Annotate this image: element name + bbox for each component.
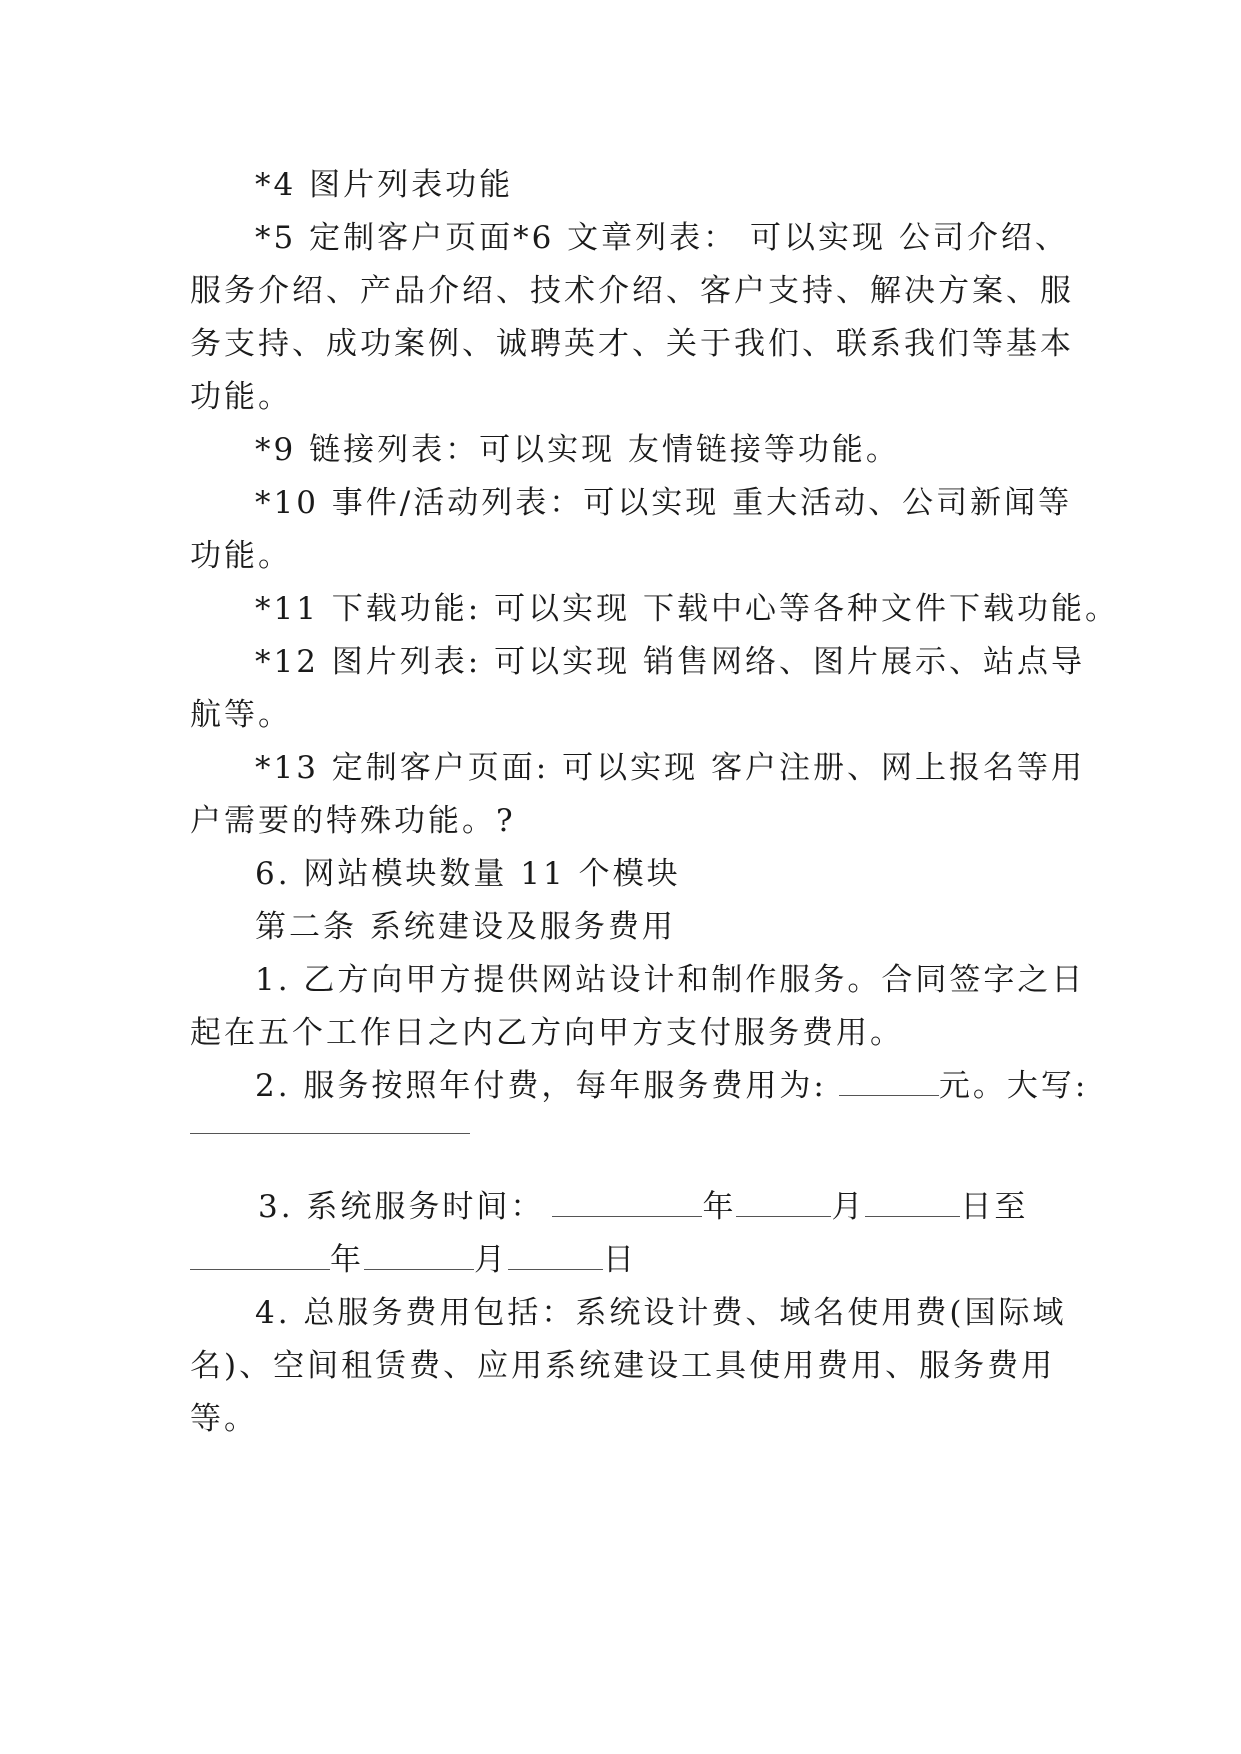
paragraph-line: 户需要的特殊功能。? [190,803,516,839]
month-label: 月 [474,1242,508,1278]
service-time-label: 3. 系统服务时间： [258,1189,545,1225]
paragraph-line: 功能。 [190,379,292,415]
paragraph-line: 务支持、成功案例、诚聘英才、关于我们、联系我们等基本 [190,326,1074,362]
paragraph-line: *5 定制客户页面*6 文章列表： 可以实现 公司介绍、 [255,220,1069,256]
paragraph-line: 功能。 [190,538,292,574]
paragraph-line: 起在五个工作日之内乙方向甲方支付服务费用。 [190,1015,904,1051]
paragraph-line: 航等。 [190,697,292,733]
paragraph-line: *9 链接列表：可以实现 友情链接等功能。 [255,432,900,468]
start-day-blank[interactable] [865,1190,960,1217]
start-month-blank[interactable] [736,1190,831,1217]
paragraph-line: 等。 [190,1401,258,1437]
paragraph-line: *10 事件/活动列表：可以实现 重大活动、公司新闻等 [255,485,1073,521]
paragraph-line: 服务介绍、产品介绍、技术介绍、客户支持、解决方案、服 [190,273,1074,309]
paragraph-line: *11 下载功能: 可以实现 下载中心等各种文件下载功能。 [255,591,1119,627]
paragraph-line: 1. 乙方向甲方提供网站设计和制作服务。合同签字之日 [255,962,1086,998]
year-label: 年 [702,1189,737,1225]
service-time-end-line [190,1240,637,1280]
service-time-line [258,1187,1028,1227]
paragraph-line: 6. 网站模块数量 11 个模块 [255,856,681,892]
paragraph-line: 名)、空间租赁费、应用系统建设工具使用费用、服务费用 [190,1348,1056,1384]
start-year-blank[interactable] [552,1190,702,1217]
day-label: 日 [603,1242,637,1278]
fee-line [255,1066,1088,1106]
end-year-blank[interactable] [190,1243,330,1270]
year-label: 年 [330,1242,364,1278]
day-to-label: 日至 [960,1189,1029,1225]
end-month-blank[interactable] [364,1243,474,1270]
fee-label: 2. 服务按照年付费，每年服务费用为: [255,1068,827,1104]
fee-unit: 元。大写: [938,1068,1089,1104]
section-heading: 第二条 系统建设及服务费用 [255,909,676,945]
paragraph-line: 4. 总服务费用包括：系统设计费、域名使用费(国际域 [255,1295,1067,1331]
end-day-blank[interactable] [508,1243,603,1270]
fee-amount-blank[interactable] [839,1069,939,1096]
amount-in-words-blank[interactable] [190,1133,470,1134]
month-label: 月 [831,1189,866,1225]
paragraph-line: *4 图片列表功能 [255,167,514,203]
paragraph-line: *13 定制客户页面: 可以实现 客户注册、网上报名等用 [255,750,1085,786]
paragraph-line: *12 图片列表: 可以实现 销售网络、图片展示、站点导 [255,644,1085,680]
